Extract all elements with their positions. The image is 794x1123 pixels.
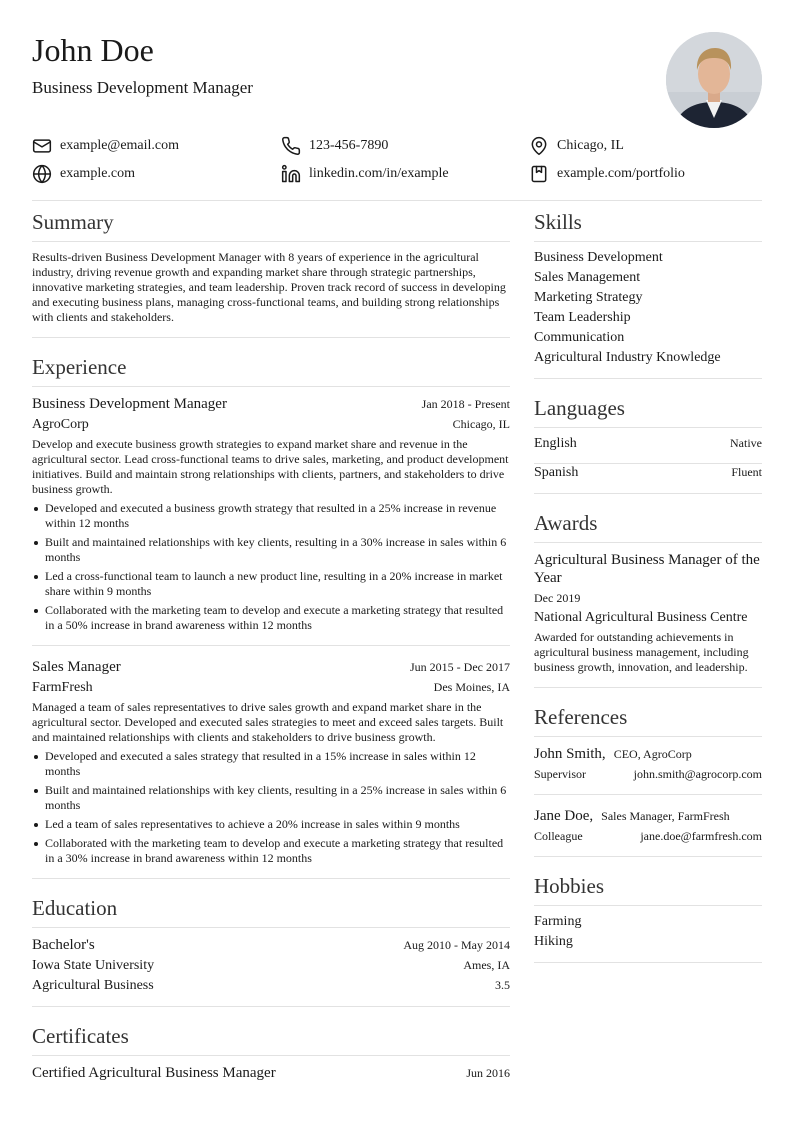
header-divider	[32, 200, 762, 201]
skills-end-rule	[534, 378, 762, 379]
bookmark-icon	[529, 164, 549, 184]
job-position: Business Development Manager	[32, 396, 227, 412]
award-issuer: National Agricultural Business Centre	[534, 610, 748, 625]
contact-phone-text: 123-456-7890	[309, 138, 389, 153]
education-degree-row	[32, 936, 510, 954]
experience-heading: Experience	[32, 355, 127, 379]
job-description: Develop and execute business growth strategies to expand market share and revenue in the agricultural sector. Lead cross-functional teams to drive sales, marketing, and product development initiatives. Build and maintain strong relationships with clients, partners, and stakeholders to drive business growth.	[32, 437, 509, 496]
contact-portfolio-text: example.com/portfolio	[557, 166, 685, 181]
summary-heading: Summary	[32, 210, 114, 234]
reference-relation: Supervisor	[534, 767, 586, 781]
job-bullets	[32, 501, 510, 637]
reference-name: John Smith,	[534, 746, 606, 762]
education-heading: Education	[32, 896, 118, 920]
education-gpa: 3.5	[495, 978, 510, 992]
summary-text: Results-driven Business Development Manager with 8 years of experience in the agricultural industry, driving revenue growth and expanding market share through strategic partnerships, innovative marketing strategies, and team leadership. Proven track record of success in developing and executing business plans, managing cross-functional teams, and building strong relationships with clients and stakeholders.	[32, 250, 506, 324]
skill-item: Agricultural Industry Knowledge	[534, 350, 721, 365]
education-school: Iowa State University	[32, 958, 155, 973]
certificate-row	[32, 1064, 510, 1082]
reference-header	[534, 745, 692, 763]
award-date: Dec 2019	[534, 591, 581, 605]
language-row	[534, 435, 762, 452]
phone-icon	[281, 136, 301, 156]
awards-end-rule	[534, 687, 762, 688]
award-name: Agricultural Business Manager of the Year	[534, 552, 760, 586]
job-company: FarmFresh	[32, 680, 93, 695]
references-rule	[534, 736, 762, 737]
education-school-row	[32, 957, 510, 974]
hobbies-heading: Hobbies	[534, 874, 604, 898]
reference-header	[534, 807, 730, 825]
reference-email[interactable]: jane.doe@farmfresh.com	[640, 829, 762, 843]
language-level: Native	[730, 436, 762, 450]
candidate-name: John Doe	[32, 32, 154, 68]
education-degree: Bachelor's	[32, 937, 95, 953]
job-bullet: Built and maintained relationships with key clients, resulting in a 25% increase in sales within 6 months	[32, 783, 510, 813]
skill-item: Business Development	[534, 250, 663, 265]
job-bullet: Developed and executed a sales strategy that resulted in a 15% increase in sales within 12 months	[32, 749, 510, 779]
map-pin-icon	[529, 136, 549, 156]
mail-icon	[32, 136, 52, 156]
job-bullet: Built and maintained relationships with key clients, resulting in a 30% increase in sales within 6 months	[32, 535, 510, 565]
contact-location	[529, 136, 624, 156]
contact-website-text: example.com	[60, 166, 136, 181]
job-company: AgroCorp	[32, 417, 89, 432]
job-divider	[32, 645, 510, 646]
languages-end-rule	[534, 493, 762, 494]
skill-item: Sales Management	[534, 270, 641, 285]
job-bullet: Led a team of sales representatives to achieve a 20% increase in sales within 9 months	[32, 817, 510, 832]
reference-email[interactable]: john.smith@agrocorp.com	[633, 767, 762, 781]
reference-relation: Colleague	[534, 829, 583, 843]
job-bullets	[32, 749, 510, 870]
skills-rule	[534, 241, 762, 242]
contact-location-text: Chicago, IL	[557, 138, 624, 153]
language-name: Spanish	[534, 465, 579, 480]
experience-end-rule	[32, 878, 510, 879]
language-level: Fluent	[731, 465, 762, 479]
contact-linkedin-text: linkedin.com/in/example	[309, 166, 449, 181]
globe-icon	[32, 164, 52, 184]
summary-rule	[32, 241, 510, 242]
education-field: Agricultural Business	[32, 978, 154, 993]
reference-detail-row	[534, 767, 762, 782]
languages-rule	[534, 427, 762, 428]
job-location: Chicago, IL	[452, 417, 510, 431]
reference-role: Sales Manager, FarmFresh	[601, 809, 730, 823]
references-heading: References	[534, 705, 628, 729]
certificate-date: Jun 2016	[466, 1066, 510, 1080]
certificate-name: Certified Agricultural Business Manager	[32, 1065, 276, 1081]
job-bullet: Led a cross-functional team to launch a new product line, resulting in a 20% increase in market share within 9 months	[32, 569, 510, 599]
certificates-heading: Certificates	[32, 1024, 129, 1048]
candidate-headline: Business Development Manager	[32, 78, 253, 97]
education-field-row	[32, 977, 510, 994]
language-row	[534, 464, 762, 481]
job-header	[32, 395, 510, 413]
language-name: English	[534, 436, 577, 451]
job-description: Managed a team of sales representatives to drive sales growth and expand market share in the agricultural sector. Developed and executed sales strategies to meet and exceed sales targets. Built and maintained relationships with clients and stakeholders to drive business growth.	[32, 700, 504, 744]
skill-item: Team Leadership	[534, 310, 631, 325]
job-bullet: Collaborated with the marketing team to develop and execute a marketing strategy that resulted in a 30% increase in brand awareness within 12 months	[32, 836, 510, 866]
job-dates: Jun 2015 - Dec 2017	[410, 660, 510, 674]
job-company-row	[32, 416, 510, 433]
contact-website[interactable]	[32, 164, 135, 184]
contact-phone[interactable]	[281, 136, 388, 156]
contact-email[interactable]	[32, 136, 179, 156]
job-bullet: Developed and executed a business growth strategy that resulted in a 25% increase in revenue within 12 months	[32, 501, 510, 531]
education-dates: Aug 2010 - May 2014	[403, 938, 510, 952]
reference-name: Jane Doe,	[534, 808, 594, 824]
job-bullet: Collaborated with the marketing team to develop and execute a marketing strategy that resulted in a 50% increase in brand awareness within 12 months	[32, 603, 510, 633]
reference-detail-row	[534, 829, 762, 844]
award-description: Awarded for outstanding achievements in agricultural business management, including business growth, innovation, and leadership.	[534, 630, 749, 674]
hobby-item: Hiking	[534, 934, 573, 949]
experience-rule	[32, 386, 510, 387]
hobbies-end-rule	[534, 962, 762, 963]
job-header	[32, 658, 510, 676]
skill-item: Communication	[534, 330, 625, 345]
contact-email-text: example@email.com	[60, 138, 180, 153]
summary-end-rule	[32, 337, 510, 338]
education-location: Ames, IA	[463, 958, 510, 972]
awards-rule	[534, 542, 762, 543]
profile-photo	[666, 32, 762, 128]
skills-heading: Skills	[534, 210, 582, 234]
education-end-rule	[32, 1006, 510, 1007]
hobby-item: Farming	[534, 914, 582, 929]
job-position: Sales Manager	[32, 659, 121, 675]
linkedin-icon	[281, 164, 301, 184]
job-company-row	[32, 679, 510, 696]
reference-role: CEO, AgroCorp	[613, 747, 692, 761]
languages-heading: Languages	[534, 396, 625, 420]
education-rule	[32, 927, 510, 928]
hobbies-rule	[534, 905, 762, 906]
job-dates: Jan 2018 - Present	[421, 397, 510, 411]
references-end-rule	[534, 856, 762, 857]
job-location: Des Moines, IA	[433, 680, 510, 694]
reference-divider	[534, 794, 762, 795]
contact-portfolio[interactable]	[529, 164, 685, 184]
skill-item: Marketing Strategy	[534, 290, 643, 305]
certificates-rule	[32, 1055, 510, 1056]
contact-linkedin[interactable]	[281, 164, 449, 184]
awards-heading: Awards	[534, 511, 598, 535]
